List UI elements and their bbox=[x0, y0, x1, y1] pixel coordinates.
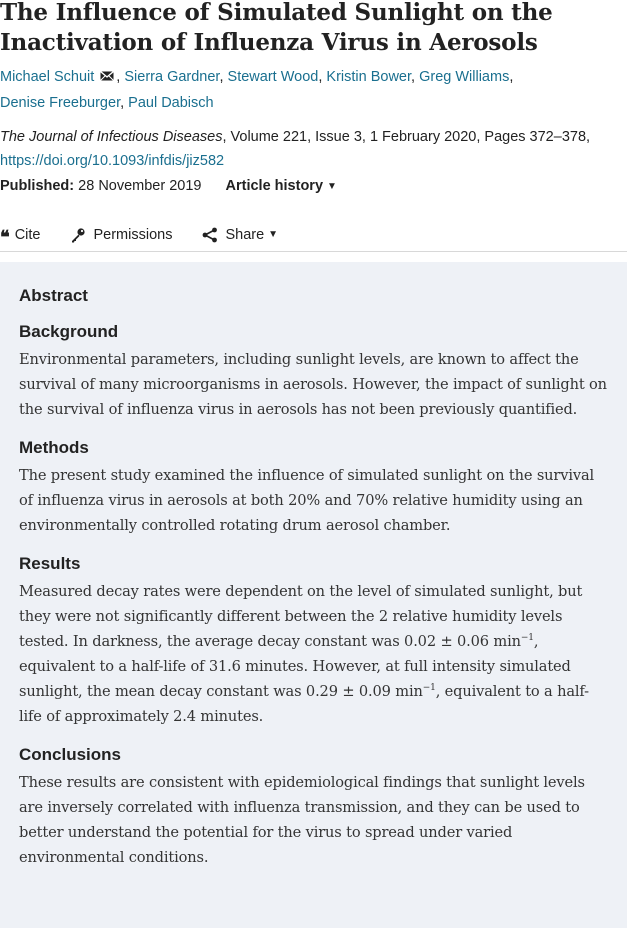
conclusions-heading: Conclusions bbox=[19, 745, 122, 764]
published-date: 28 November 2019 bbox=[78, 178, 202, 194]
citation-details: , Volume 221, Issue 3, 1 February 2020, Pages 372–378, bbox=[222, 129, 591, 145]
results-heading: Results bbox=[19, 554, 81, 573]
cite-button[interactable] bbox=[0, 219, 40, 251]
article-title bbox=[0, 0, 627, 58]
conclusions-text: These results are consistent with epidemiological findings that sunlight levels are inversely correlated with influenza transmission, and they can be used to better understand the potential for the virus to spread under varied environmental conditions. bbox=[19, 774, 585, 866]
article-history-toggle[interactable] bbox=[226, 178, 337, 194]
cite-label: Cite bbox=[14, 227, 41, 243]
author-link[interactable]: Michael Schuit bbox=[0, 69, 95, 85]
caret-down-icon: ▼ bbox=[327, 181, 337, 192]
superscript-exponent: −1 bbox=[520, 633, 534, 644]
abstract-title: Abstract bbox=[19, 286, 88, 305]
permissions-button[interactable] bbox=[70, 219, 172, 251]
results-text-part3: , equivalent to a half-life of approximately 2.4 minutes. bbox=[19, 683, 589, 725]
background-text: Environmental parameters, including sunlight levels, are known to affect the survival of many microorganisms in aerosols. However, the impact of sunlight on the survival of influenza virus in aerosols has not been previously quantified. bbox=[19, 351, 607, 418]
author-link[interactable]: Greg Williams bbox=[419, 69, 510, 85]
journal-name: The Journal of Infectious Diseases bbox=[0, 129, 223, 145]
caret-down-icon: ▼ bbox=[268, 229, 279, 240]
author-list: Michael Schuit , Sierra Gardner, Stewart Wood, Kristin Bower, Greg Williams, Denise Freeburger, Paul Dabisch bbox=[0, 64, 627, 116]
citation bbox=[0, 125, 627, 173]
results-text bbox=[19, 579, 608, 729]
doi-link[interactable]: https://doi.org/10.1093/infdis/jiz582 bbox=[0, 153, 225, 169]
author-link[interactable]: Denise Freeburger bbox=[0, 95, 121, 111]
methods-heading: Methods bbox=[19, 438, 89, 457]
author-link[interactable]: Sierra Gardner bbox=[124, 69, 220, 85]
methods-text: The present study examined the influence of simulated sunlight on the survival of influenza virus in aerosols at both 20% and 70% relative humidity using an environmentally controlled rotating drum aerosol chamber. bbox=[19, 467, 595, 534]
quote-icon: ❝ bbox=[0, 227, 8, 248]
superscript-exponent: −1 bbox=[422, 683, 436, 694]
share-label: Share bbox=[225, 227, 265, 243]
share-button[interactable] bbox=[202, 219, 278, 251]
key-icon bbox=[70, 227, 86, 243]
results-text-part1: Measured decay rates were dependent on the level of simulated sunlight, but they were not significantly different between the 2 relative humidity levels tested. In darkness, the average decay constant was 0.02 ± 0.06 min bbox=[19, 583, 583, 650]
article-header bbox=[0, 0, 627, 252]
author-link[interactable]: Kristin Bower bbox=[326, 69, 412, 85]
published-label: Published: bbox=[0, 178, 75, 194]
author-link[interactable]: Paul Dabisch bbox=[128, 95, 214, 111]
abstract-section bbox=[0, 262, 627, 928]
article-toolbar bbox=[0, 219, 627, 252]
permissions-label: Permissions bbox=[93, 227, 173, 243]
publication-info bbox=[0, 174, 627, 199]
share-icon bbox=[202, 227, 218, 243]
results-text-part2: , equivalent to a half-life of 31.6 minutes. However, at full intensity simulated sunlight, the mean decay constant was 0.29 ± 0.09 min bbox=[19, 633, 571, 700]
article-history-label: Article history bbox=[225, 178, 324, 194]
article-title-line2: Inactivation of Influenza Virus in Aerosols bbox=[0, 29, 538, 56]
article-title-line1: The Influence of Simulated Sunlight on the bbox=[0, 0, 553, 26]
author-link[interactable]: Stewart Wood bbox=[227, 69, 319, 85]
mail-icon[interactable] bbox=[100, 64, 114, 74]
background-heading: Background bbox=[19, 322, 119, 341]
